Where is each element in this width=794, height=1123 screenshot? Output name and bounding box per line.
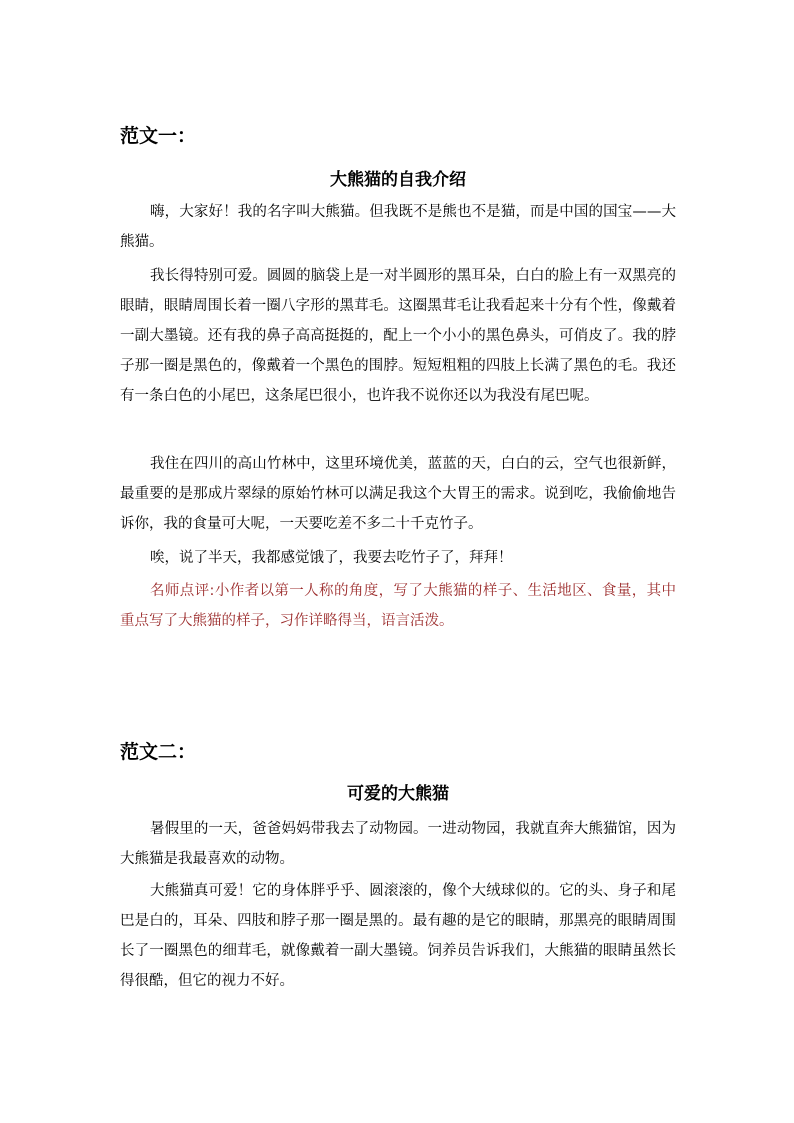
essay1-paragraph-2: 我长得特别可爱。圆圆的脑袋上是一对半圆形的黑耳朵，白白的脸上有一双黑亮的眼睛，眼睛周围长着一圈八字形的黑茸毛。这圈黑茸毛让我看起来十分有个性，像戴着一副大墨镜。还有我的鼻子高高挺挺的，配上一个小小的黑色鼻头，可俏皮了。我的脖子那一圈是黑色的，像戴着一个黑色的围脖。短短粗粗的四肢上长满了黑色的毛。我还有一条白色的小尾巴，这条尾巴很小，也许我不说你还以为我没有尾巴呢。 — [120, 268, 676, 404]
essay2-title: 可爱的大熊猫 — [347, 784, 449, 804]
essay1-label: 范文一： — [120, 125, 197, 147]
essay1-paragraph-1: 嗨，大家好！我的名字叫大熊猫。但我既不是熊也不是猫，而是中国的国宝——大熊猫。 — [120, 204, 676, 250]
essay1-teacher-comment: 名师点评:小作者以第一人称的角度，写了大熊猫的样子、生活地区、食量，其中重点写了大熊猫的样子，习作详略得当，语言活泼。 — [120, 583, 676, 629]
essay2-paragraph-1: 暑假里的一天，爸爸妈妈带我去了动物园。一进动物园，我就直奔大熊猫馆，因为大熊猫是我最喜欢的动物。 — [120, 821, 676, 867]
essay2-label: 范文二： — [120, 741, 197, 763]
essay2-paragraph-2: 大熊猫真可爱！它的身体胖乎乎、圆滚滚的，像个大绒球似的。它的头、身子和尾巴是白的，耳朵、四肢和脖子那一圈是黑的。最有趣的是它的眼睛，那黑亮的眼睛周围长了一圈黑色的细茸毛，就像戴着一副大墨镜。饲养员告诉我们，大熊猫的眼睛虽然长得很酷，但它的视力不好。 — [120, 883, 676, 989]
essay1-paragraph-3: 我住在四川的高山竹林中，这里环境优美，蓝蓝的天，白白的云，空气也很新鲜，最重要的是那成片翠绿的原始竹林可以满足我这个大胃王的需求。说到吃，我偷偷地告诉你，我的食量可大呢，一天要吃差不多二十千克竹子。 — [120, 456, 676, 532]
essay1-paragraph-4: 唉，说了半天，我都感觉饿了，我要去吃竹子了，拜拜！ — [150, 550, 513, 566]
document-page — [120, 0, 680, 1123]
essay1-title: 大熊猫的自我介绍 — [330, 170, 466, 190]
